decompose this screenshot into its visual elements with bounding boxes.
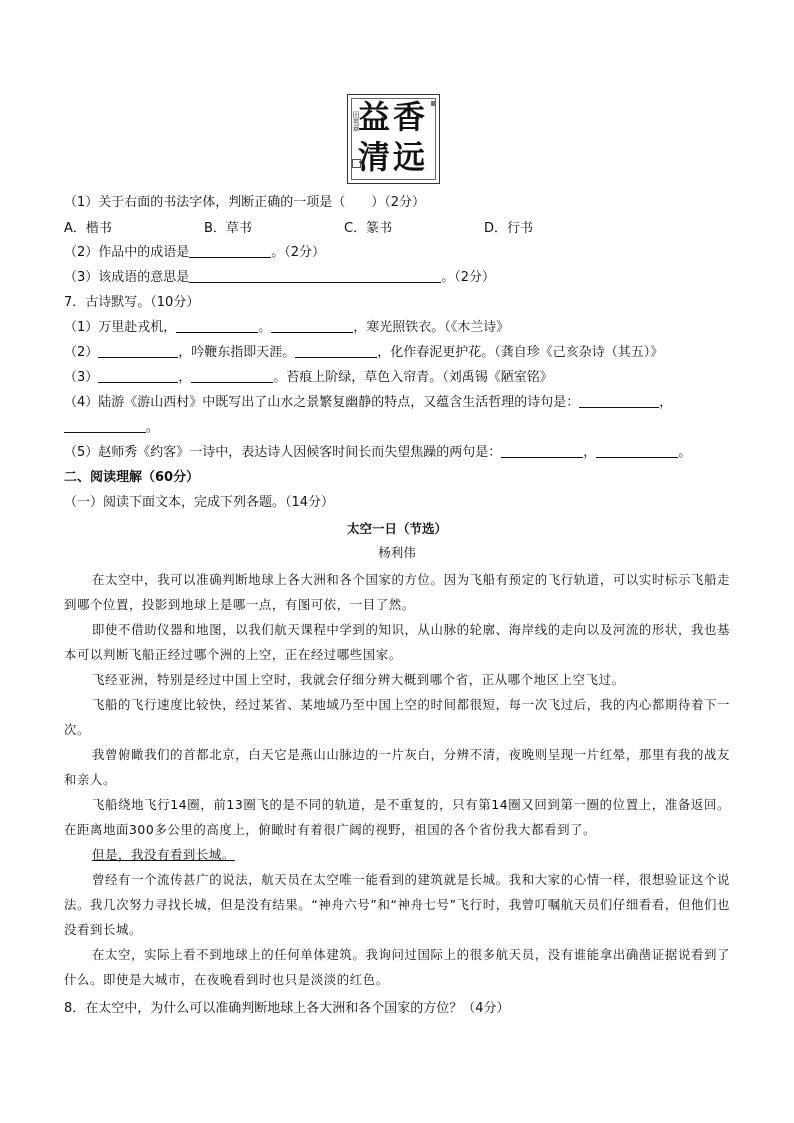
article-title: 太空一日（节选） xyxy=(346,521,447,536)
text: 。 xyxy=(258,320,272,335)
article-paragraph-3: 飞经亚洲，特别是经过中国上空时，我就会仔细分辨大概到哪个省，正从哪个地区上空飞过。 xyxy=(92,672,625,687)
text: （3） xyxy=(64,370,99,385)
text: 。 xyxy=(146,420,160,435)
article-paragraph-2: 即使不借助仪器和地图，以我们航天课程中学到的知识，从山脉的轮廓、海岸线的走向以及河流的形状，我也基本可以判断飞船正经过哪个洲的上空，正在经过哪些国家。 xyxy=(64,622,730,662)
article-paragraph-6: 飞船绕地飞行14圈，前13圈飞的是不同的轨道，是不重复的，只有第14圈又回到第一圈的位置上，准备返回。在距离地面300多公里的高度上，俯瞰时有着很广阔的视野，祖国的各个省份我大都看到了。 xyxy=(64,797,730,837)
article-paragraph-8: 曾经有一个流传甚广的说法，航天员在太空唯一能看到的建筑就是长城。我和大家的心情一样，很想验证这个说法。我几次努力寻找长城，但是没有结果。“神舟六号”和“神舟七号”飞行时，我曾叮嘱航天员们仔细看看，但他们也没看到长城。 xyxy=(64,872,730,937)
answer-blank[interactable] xyxy=(64,419,146,433)
answer-blank[interactable] xyxy=(271,319,353,333)
article-paragraph-7 xyxy=(64,842,730,867)
calligraphy-char-1: 香 xyxy=(393,98,426,136)
q7-title: 7．古诗默写。（10分） xyxy=(64,295,200,310)
text: 。 xyxy=(678,445,692,460)
answer-blank[interactable] xyxy=(189,269,441,283)
q7-sub4 xyxy=(64,394,672,412)
answer-blank[interactable] xyxy=(596,444,678,458)
q6-sub2-label: （2）作品中的成语是 xyxy=(64,245,190,260)
q7-sub5 xyxy=(64,444,691,462)
q6-option-b: B．草书 xyxy=(204,221,252,236)
section-title: 二、阅读理解（60分） xyxy=(64,470,200,485)
q6-sub1: （1）关于右面的书法字体，判断正确的一项是（ ）（2分） xyxy=(64,195,426,210)
article-author: 杨利伟 xyxy=(378,545,416,560)
text: 。苔痕上阶绿，草色入帘青。（刘禹锡《陋室铭》 xyxy=(273,370,553,385)
answer-blank[interactable] xyxy=(295,344,377,358)
answer-blank[interactable] xyxy=(98,344,178,358)
calligraphy-seal-top xyxy=(431,101,435,106)
q7-sub3 xyxy=(64,369,553,387)
q6-sub3-label: （3）该成语的意思是 xyxy=(64,270,190,285)
q6-sub3 xyxy=(64,269,495,287)
article-paragraph-1: 在太空中，我可以准确判断地球上各大洲和各个国家的方位。因为飞船有预定的飞行轨道，可以实时标示飞船走到哪个位置，投影到地球上是哪一点，有图可依，一目了然。 xyxy=(64,572,730,612)
calligraphy-image xyxy=(347,94,440,184)
answer-blank[interactable] xyxy=(189,244,271,258)
q6-option-c: C．篆书 xyxy=(344,221,393,236)
q6-sub2 xyxy=(64,244,325,262)
q6-sub2-score: 。（2分） xyxy=(271,245,326,260)
q6-sub3-score: 。（2分） xyxy=(441,270,496,285)
answer-blank[interactable] xyxy=(176,319,258,333)
text: ，寒光照铁衣。（《木兰诗》 xyxy=(353,320,510,335)
text: （5）赵师秀《约客》一诗中，表达诗人因候客时间长而失望焦躁的两句是： xyxy=(64,445,502,460)
text: （1）万里赴戎机， xyxy=(64,320,177,335)
underlined-sentence: 但是，我没有看到长城。 xyxy=(92,847,235,862)
answer-blank[interactable] xyxy=(501,444,583,458)
text: ， xyxy=(583,445,597,460)
answer-blank[interactable] xyxy=(98,369,178,383)
text: ， xyxy=(659,395,673,410)
q8-question: 8．在太空中，为什么可以准确判断地球上各大洲和各个国家的方位？（4分） xyxy=(64,1001,510,1016)
calligraphy-seal xyxy=(352,159,361,168)
calligraphy-char-4: 清 xyxy=(358,138,391,176)
calligraphy-signature: 田英章 xyxy=(352,111,360,132)
q7-sub2 xyxy=(64,344,663,362)
text: （2） xyxy=(64,345,99,360)
article-paragraph-5: 我曾俯瞰我们的首都北京，白天它是燕山山脉边的一片灰白，分辨不清，夜晚则呈现一片红晕，那里有我的战友和亲人。 xyxy=(64,747,730,787)
calligraphy-char-3: 益 xyxy=(358,98,391,136)
text: ， xyxy=(178,370,192,385)
calligraphy-char-2: 远 xyxy=(393,138,426,176)
article-paragraph-4: 飞船的飞行速度比较快，经过某省、某地域乃至中国上空的时间都很短，每一次飞过后，我的内心都期待着下一次。 xyxy=(64,697,730,737)
section-subtitle: （一）阅读下面文本，完成下列各题。（14分） xyxy=(64,495,335,510)
q7-sub1 xyxy=(64,319,509,337)
text: ，吟鞭东指即天涯。 xyxy=(178,345,296,360)
article-paragraph-9: 在太空，实际上看不到地球上的任何单体建筑。我询问过国际上的很多航天员，没有谁能拿出确凿证据说看到了什么。即使是大城市，在夜晚看到时也只是淡淡的红色。 xyxy=(64,947,730,987)
answer-blank[interactable] xyxy=(579,394,659,408)
text: ，化作春泥更护花。（龚自珍《己亥杂诗（其五）》 xyxy=(377,345,664,360)
q7-sub4-cont xyxy=(64,419,159,437)
q6-option-a: A．楷书 xyxy=(64,221,112,236)
answer-blank[interactable] xyxy=(191,369,273,383)
q6-option-d: D．行书 xyxy=(484,221,534,236)
text: （4）陆游《游山西村》中既写出了山水之景繁复幽静的特点，又蕴含生活哲理的诗句是： xyxy=(64,395,580,410)
